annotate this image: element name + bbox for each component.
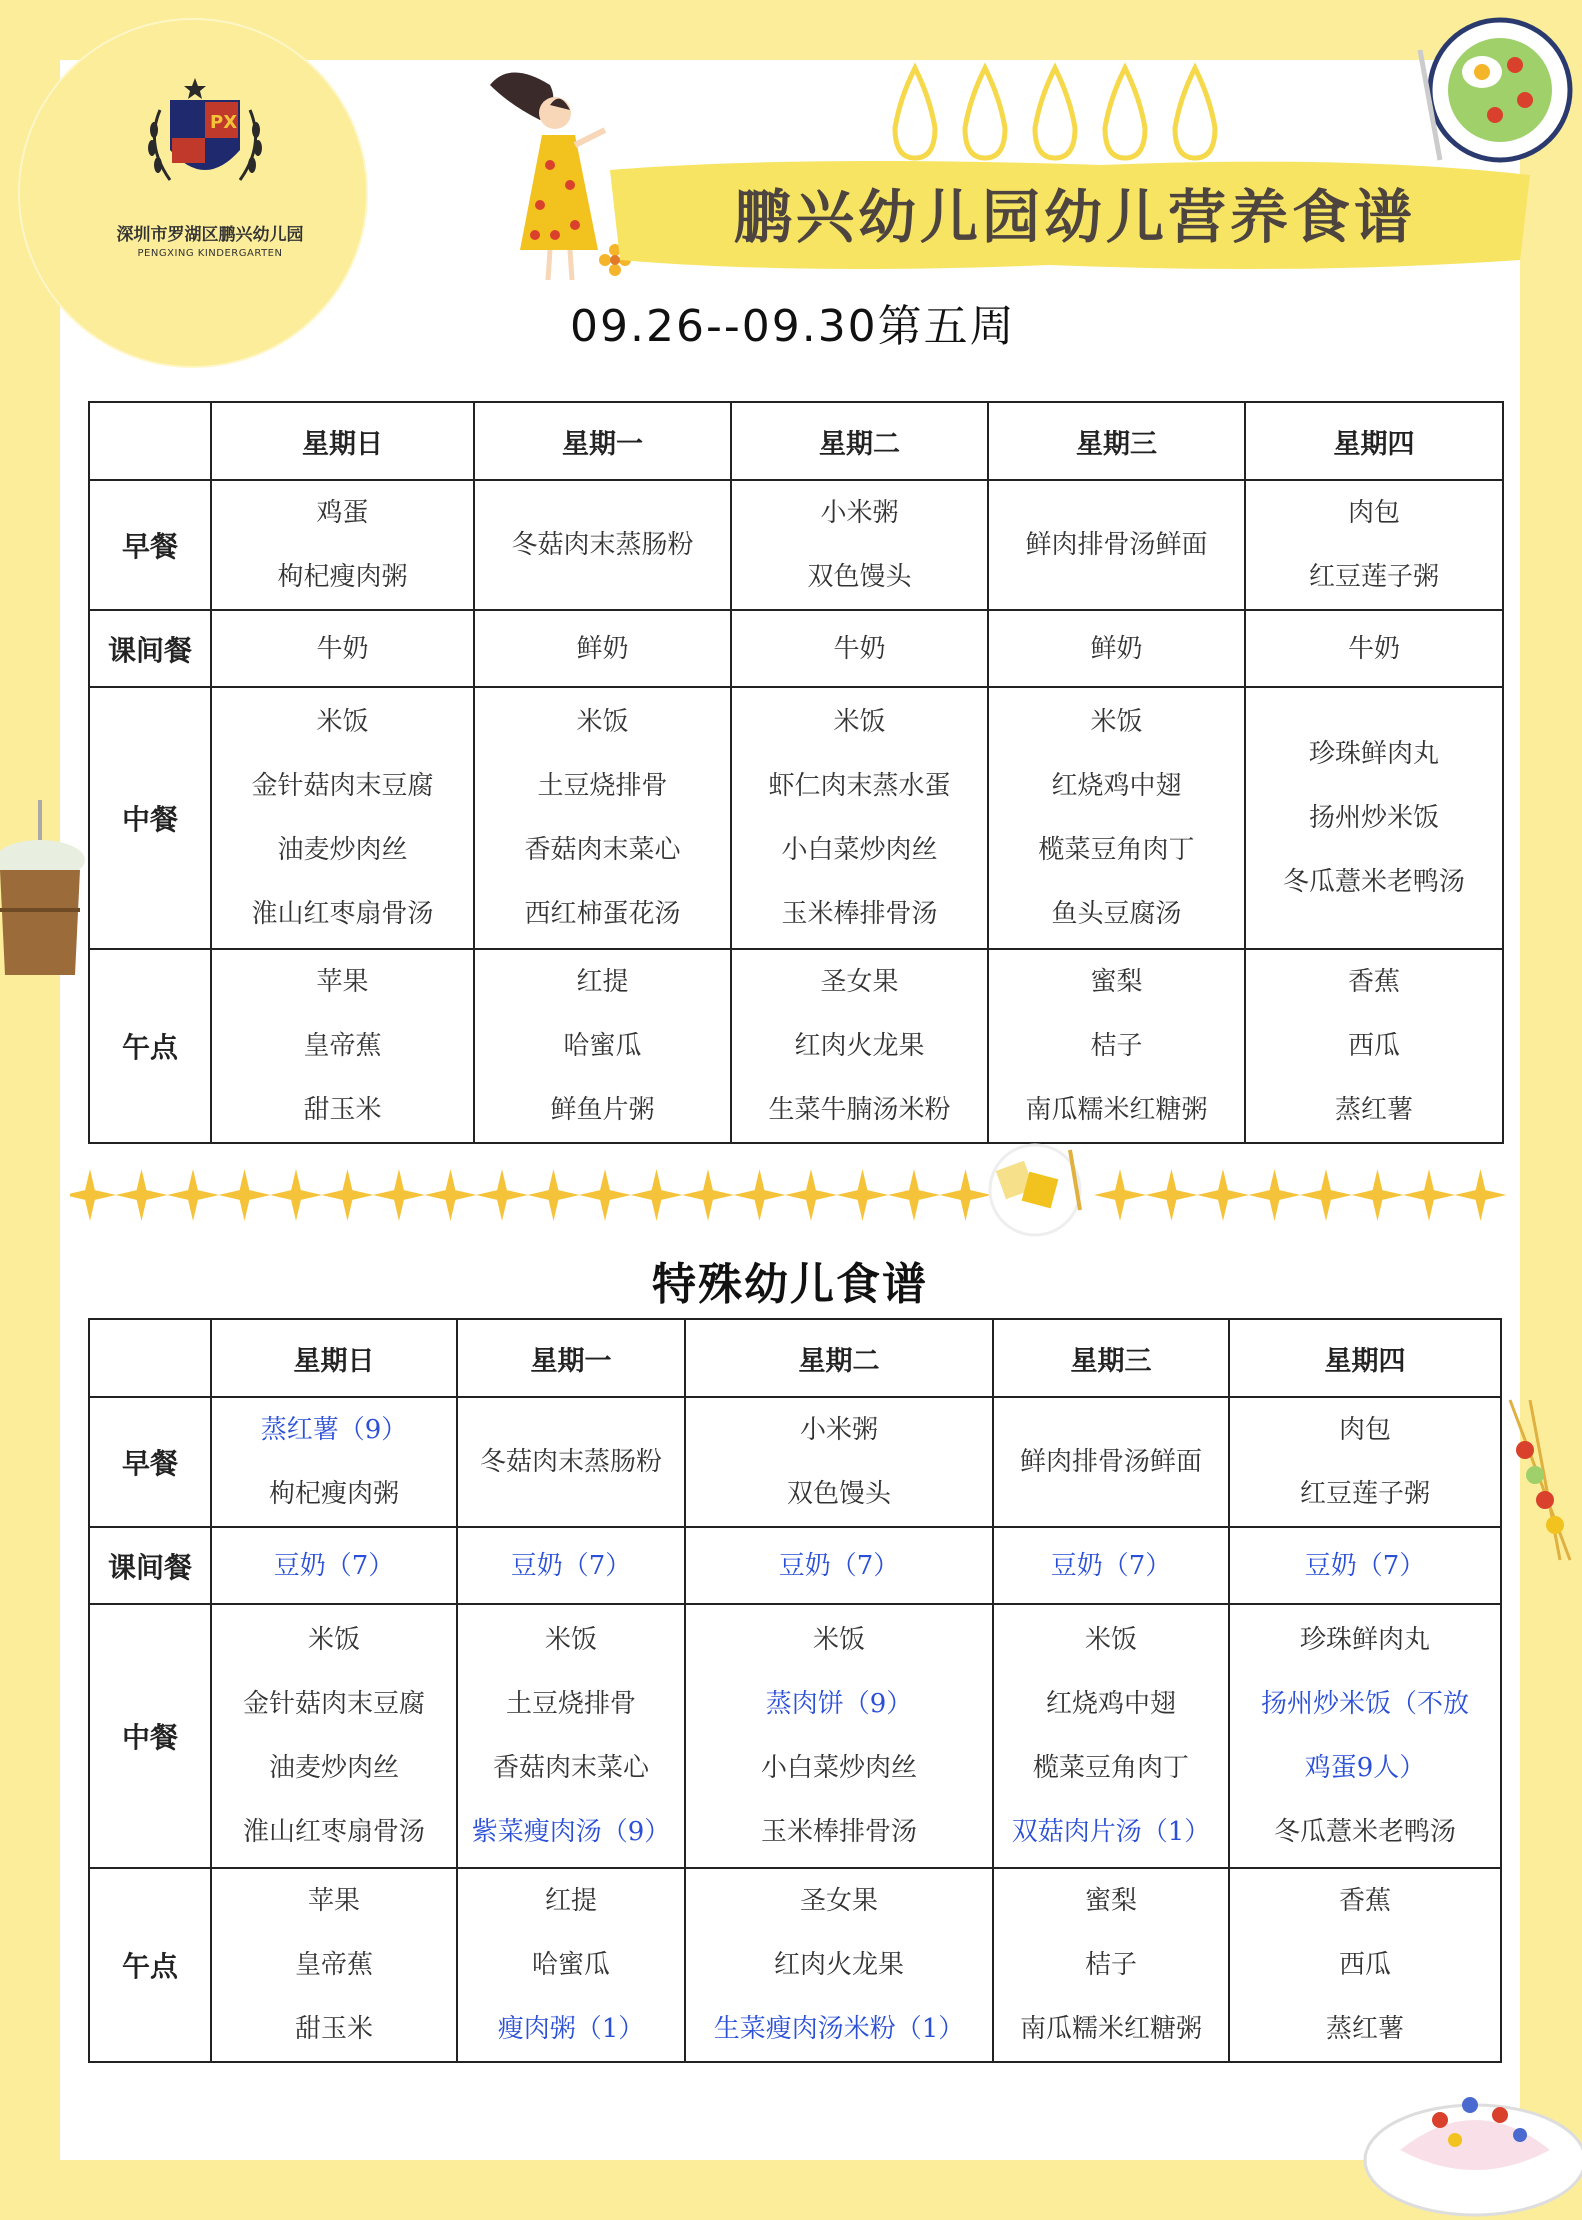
star-mark — [682, 1169, 734, 1221]
special-menu-title: 特殊幼儿食谱 — [652, 1259, 928, 1310]
dish-item: 米饭 — [576, 707, 629, 737]
dish-item: 淮山红枣扇骨汤 — [242, 1817, 425, 1847]
page-title: 鹏兴幼儿园幼儿营养食谱 — [733, 183, 1416, 251]
menu-cell — [731, 949, 988, 1143]
menu-cell — [1229, 1868, 1501, 2062]
special-menu-table — [88, 1318, 1502, 2063]
menu-cell — [211, 610, 474, 687]
dish-item: 哈蜜瓜 — [531, 1950, 610, 1980]
dish-item: 鱼头豆腐汤 — [1051, 899, 1182, 929]
menu-cell — [474, 687, 731, 949]
star-mark — [1197, 1169, 1249, 1221]
menu-cell — [1245, 610, 1503, 687]
skewer-icon — [1500, 1390, 1582, 1570]
menu-row — [89, 1397, 1501, 1527]
dish-item: 土豆烧排骨 — [537, 771, 668, 801]
dish-item: 米饭 — [307, 1625, 360, 1655]
dish-item: 桔子 — [1084, 1950, 1137, 1980]
dish-item: 双菇肉片汤（1） — [1011, 1817, 1211, 1847]
menu-row — [89, 949, 1503, 1143]
menu-cell — [685, 1397, 993, 1527]
dish-item: 米饭 — [1084, 1625, 1137, 1655]
star-mark — [373, 1169, 425, 1221]
menu-cell — [211, 1527, 457, 1604]
star-mark — [837, 1169, 889, 1221]
menu-cell — [211, 687, 474, 949]
day-header: 星期日 — [211, 402, 474, 480]
dish-item: 扬州炒米饭 — [1308, 803, 1439, 833]
dish-item: 牛奶 — [1347, 633, 1400, 664]
dish-item: 皇帝蕉 — [294, 1950, 373, 1980]
dish-item: 苹果 — [316, 967, 369, 997]
day-header: 星期三 — [993, 1319, 1229, 1397]
dish-item: 鲜鱼片粥 — [550, 1095, 655, 1125]
star-mark — [1300, 1169, 1352, 1221]
menu-cell — [457, 1527, 685, 1604]
day-header: 星期日 — [211, 1319, 457, 1397]
star-mark — [476, 1169, 528, 1221]
dish-item: 哈蜜瓜 — [563, 1031, 642, 1061]
dish-item: 红肉火龙果 — [773, 1950, 904, 1980]
menu-cell — [474, 610, 731, 687]
menu-cell — [1229, 1527, 1501, 1604]
dish-item: 生菜瘦肉汤米粉（1） — [713, 2014, 965, 2044]
star-mark — [579, 1169, 631, 1221]
menu-cell — [1229, 1604, 1501, 1868]
dish-item: 鲜肉排骨汤鲜面 — [1019, 1447, 1202, 1477]
dish-item: 甜玉米 — [303, 1095, 382, 1125]
dish-item: 蒸红薯 — [1334, 1095, 1413, 1125]
dish-item: 玉米棒排骨汤 — [760, 1817, 917, 1847]
dish-item: 珍珠鲜肉丸 — [1299, 1625, 1430, 1655]
star-mark — [1352, 1169, 1404, 1221]
menu-cell — [993, 1868, 1229, 2062]
dish-item: 冬瓜薏米老鸭汤 — [1273, 1817, 1456, 1847]
dish-item: 西瓜 — [1338, 1950, 1391, 1980]
star-divider-icon — [70, 1165, 1520, 1225]
dish-item: 红提 — [576, 967, 629, 997]
star-mark — [785, 1169, 837, 1221]
star-mark — [1249, 1169, 1301, 1221]
dish-item: 榄菜豆角肉丁 — [1032, 1753, 1189, 1783]
menu-cell — [1245, 949, 1503, 1143]
dish-item: 桔子 — [1090, 1031, 1143, 1061]
dish-item: 蜜梨 — [1090, 967, 1143, 997]
header-row — [89, 402, 1503, 480]
logo-badge-text: PX — [210, 112, 238, 133]
school-name: 深圳市罗湖区鹏兴幼儿园 — [116, 225, 304, 245]
dish-item: 双色馒头 — [786, 1479, 891, 1509]
menu-cell — [988, 949, 1245, 1143]
day-header: 星期四 — [1245, 402, 1503, 480]
menu-cell — [685, 1604, 993, 1868]
menu-row — [89, 1868, 1501, 2062]
day-header: 星期一 — [457, 1319, 685, 1397]
dish-item: 土豆烧排骨 — [505, 1689, 636, 1719]
dish-item: 冬菇肉末蒸肠粉 — [479, 1447, 662, 1477]
dish-item: 枸杞瘦肉粥 — [277, 562, 408, 592]
star-mark — [322, 1169, 374, 1221]
dish-item: 牛奶 — [316, 633, 369, 664]
dish-item: 红豆莲子粥 — [1299, 1479, 1430, 1509]
dish-item: 冬菇肉末蒸肠粉 — [511, 530, 694, 560]
skewer-food-icon — [980, 1140, 1090, 1240]
star-mark — [1403, 1169, 1455, 1221]
meal-label: 中餐 — [89, 1604, 211, 1868]
menu-cell — [993, 1397, 1229, 1527]
menu-cell — [211, 480, 474, 610]
menu-cell — [211, 1604, 457, 1868]
dish-item: 豆奶（7） — [510, 1550, 632, 1581]
dish-item: 牛奶 — [833, 633, 886, 664]
dish-item: 鸡蛋 — [316, 498, 369, 528]
dish-item: 红烧鸡中翅 — [1045, 1689, 1176, 1719]
dish-item: 枸杞瘦肉粥 — [268, 1479, 399, 1509]
dish-item: 肉包 — [1338, 1415, 1391, 1445]
dish-item: 鸡蛋9人） — [1304, 1753, 1426, 1783]
menu-cell — [457, 1604, 685, 1868]
star-mark — [270, 1169, 322, 1221]
dish-item: 小米粥 — [820, 498, 899, 528]
dish-item: 红提 — [544, 1886, 597, 1916]
day-header: 星期四 — [1229, 1319, 1501, 1397]
dish-item: 油麦炒肉丝 — [277, 835, 408, 865]
dish-item: 甜玉米 — [294, 2014, 373, 2044]
menu-table — [88, 401, 1504, 1144]
menu-cell — [731, 687, 988, 949]
dish-item: 榄菜豆角肉丁 — [1038, 835, 1195, 865]
menu-cell — [211, 949, 474, 1143]
menu-cell — [474, 949, 731, 1143]
meal-label: 午点 — [89, 1868, 211, 2062]
menu-cell — [457, 1868, 685, 2062]
dish-item: 豆奶（7） — [273, 1550, 395, 1581]
star-mark — [116, 1169, 168, 1221]
dish-item: 鲜奶 — [576, 633, 629, 664]
dish-item: 圣女果 — [820, 967, 899, 997]
meal-label: 课间餐 — [89, 610, 211, 687]
star-mark — [734, 1169, 786, 1221]
dish-item: 西瓜 — [1347, 1031, 1400, 1061]
menu-cell — [988, 480, 1245, 610]
dish-item: 小白菜炒肉丝 — [781, 835, 938, 865]
menu-cell — [731, 610, 988, 687]
dish-item: 小白菜炒肉丝 — [760, 1753, 917, 1783]
dish-item: 豆奶（7） — [1050, 1550, 1172, 1581]
dish-item: 蒸肉饼（9） — [765, 1689, 913, 1719]
meal-label: 早餐 — [89, 480, 211, 610]
menu-cell — [211, 1868, 457, 2062]
star-mark — [631, 1169, 683, 1221]
dish-item: 双色馒头 — [807, 562, 912, 592]
menu-row — [89, 610, 1503, 687]
salad-plate-icon — [1400, 10, 1575, 170]
dish-item: 米饭 — [812, 1625, 865, 1655]
dish-item: 虾仁肉末蒸水蛋 — [768, 771, 951, 801]
meal-label: 早餐 — [89, 1397, 211, 1527]
dish-item: 米饭 — [316, 707, 369, 737]
dish-item: 米饭 — [544, 1625, 597, 1655]
menu-cell — [988, 687, 1245, 949]
dish-item: 金针菇肉末豆腐 — [251, 771, 434, 801]
menu-row — [89, 1527, 1501, 1604]
menu-cell — [1245, 687, 1503, 949]
menu-cell — [457, 1397, 685, 1527]
menu-cell — [474, 480, 731, 610]
dish-item: 苹果 — [307, 1886, 360, 1916]
dish-item: 皇帝蕉 — [303, 1031, 382, 1061]
star-mark — [1455, 1169, 1507, 1221]
dish-item: 豆奶（7） — [778, 1550, 900, 1581]
day-header: 星期一 — [474, 402, 731, 480]
dish-item: 红烧鸡中翅 — [1051, 771, 1182, 801]
star-mark — [1146, 1169, 1198, 1221]
dish-item: 蜜梨 — [1084, 1886, 1137, 1916]
dish-item: 南瓜糯米红糖粥 — [1019, 2014, 1202, 2044]
star-mark — [167, 1169, 219, 1221]
menu-row — [89, 687, 1503, 949]
dish-item: 豆奶（7） — [1304, 1550, 1426, 1581]
dish-item: 蒸红薯（9） — [260, 1415, 408, 1445]
dish-item: 玉米棒排骨汤 — [781, 899, 938, 929]
dish-item: 珍珠鲜肉丸 — [1308, 739, 1439, 769]
menu-cell — [685, 1868, 993, 2062]
dish-item: 金针菇肉末豆腐 — [242, 1689, 425, 1719]
dish-item: 生菜牛腩汤米粉 — [768, 1095, 951, 1125]
menu-cell — [993, 1527, 1229, 1604]
logo-badge-icon — [140, 70, 270, 200]
dish-item: 瘦肉粥（1） — [497, 2014, 645, 2044]
dish-item: 香菇肉末菜心 — [524, 835, 681, 865]
star-mark — [1094, 1169, 1146, 1221]
menu-cell — [1245, 480, 1503, 610]
week-subtitle: 09.26--09.30第五周 — [570, 301, 1016, 352]
meal-label: 中餐 — [89, 687, 211, 949]
dish-item: 红豆莲子粥 — [1308, 562, 1439, 592]
dish-item: 红肉火龙果 — [794, 1031, 925, 1061]
dish-item: 香蕉 — [1338, 1886, 1391, 1916]
dish-item: 圣女果 — [799, 1886, 878, 1916]
dish-item: 油麦炒肉丝 — [268, 1753, 399, 1783]
dish-item: 米饭 — [1090, 707, 1143, 737]
star-mark — [70, 1169, 116, 1221]
star-mark — [425, 1169, 477, 1221]
dish-item: 扬州炒米饭（不放 — [1260, 1689, 1469, 1719]
dish-item: 冬瓜薏米老鸭汤 — [1282, 867, 1465, 897]
dish-item: 蒸红薯 — [1325, 2014, 1404, 2044]
star-mark — [528, 1169, 580, 1221]
star-mark — [219, 1169, 271, 1221]
menu-row — [89, 480, 1503, 610]
menu-cell — [993, 1604, 1229, 1868]
dish-item: 肉包 — [1347, 498, 1400, 528]
dish-item: 鲜肉排骨汤鲜面 — [1025, 530, 1208, 560]
steamer-pot-icon — [0, 790, 85, 990]
menu-cell — [988, 610, 1245, 687]
day-header: 星期二 — [731, 402, 988, 480]
corner-cell — [89, 402, 211, 480]
dish-item: 淮山红枣扇骨汤 — [251, 899, 434, 929]
cake-plate-icon — [1350, 2050, 1582, 2220]
meal-label: 午点 — [89, 949, 211, 1143]
school-name-english: PENGXING KINDERGARTEN — [137, 248, 283, 259]
menu-cell — [731, 480, 988, 610]
dish-item: 米饭 — [833, 707, 886, 737]
dish-item: 香菇肉末菜心 — [492, 1753, 649, 1783]
dish-item: 紫菜瘦肉汤（9） — [471, 1817, 671, 1847]
day-header: 星期三 — [988, 402, 1245, 480]
dish-item: 小米粥 — [799, 1415, 878, 1445]
dish-item: 香蕉 — [1347, 967, 1400, 997]
header-row — [89, 1319, 1501, 1397]
corner-cell — [89, 1319, 211, 1397]
dish-item: 鲜奶 — [1090, 633, 1143, 664]
menu-cell — [1229, 1397, 1501, 1527]
menu-row — [89, 1604, 1501, 1868]
star-mark — [888, 1169, 940, 1221]
menu-cell — [211, 1397, 457, 1527]
day-header: 星期二 — [685, 1319, 993, 1397]
dish-item: 南瓜糯米红糖粥 — [1025, 1095, 1208, 1125]
meal-label: 课间餐 — [89, 1527, 211, 1604]
menu-cell — [685, 1527, 993, 1604]
dish-item: 西红柿蛋花汤 — [524, 899, 681, 929]
